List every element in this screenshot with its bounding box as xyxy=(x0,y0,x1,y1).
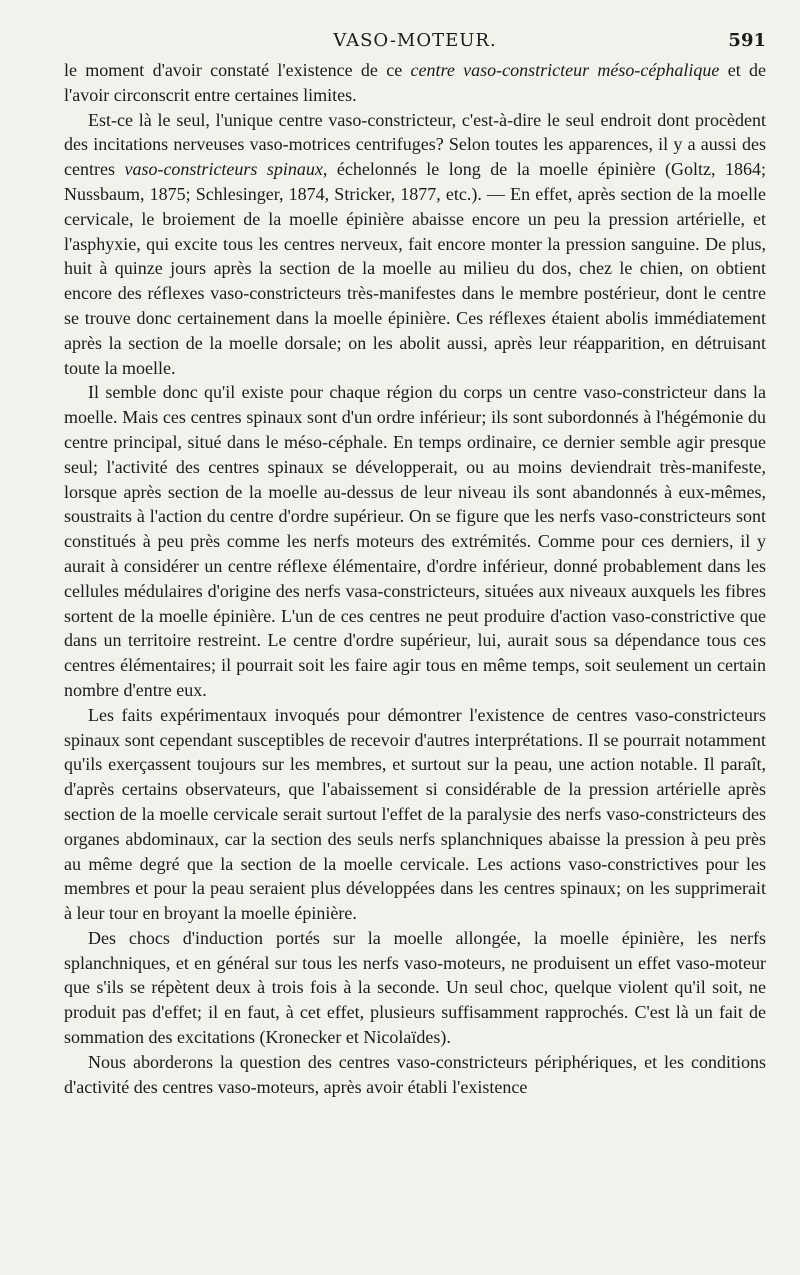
italic-term-centre-meso: centre vaso-constricteur méso-céphalique xyxy=(410,60,720,80)
italic-term-spinaux: vaso-constricteurs spinaux xyxy=(124,159,323,180)
paragraph-1: le moment d'avoir constaté l'existence de ce centre vaso-constricteur méso-céphalique et de l'avoir circonscrit entre certaines limites. xyxy=(64,60,766,105)
running-head xyxy=(64,0,766,58)
paragraph-4: Les faits expérimentaux invoqués pour démontrer l'existence de centres vaso-constricteurs spinaux sont cependant susceptibles de recevoir d'autres interprétations. Il se pourrait notamment qu'ils exerçassent toujours sur les membres, et surtout sur la peau, une action notable. Il paraît, d'après certains observateurs, que l'abaissement si considérable de la pression artérielle après section de la moelle cervicale serait surtout l'effet de la paralysie des nerfs vaso-constricteurs des organes abdominaux, car la section des seuls nerfs splanchniques abaisse la pression à peu près au même degré que la section de la moelle cervicale. Les actions vaso-constrictives pour les membres et pour la peau seraient plus développées dans les centres spinaux; on les supprimerait à leur tour en broyant la moelle épinière. xyxy=(64,704,766,924)
paragraph-6: Nous aborderons la question des centres vaso-constricteurs périphériques, et les conditions d'activité des centres vaso-moteurs, après avoir établi l'existence xyxy=(64,1051,766,1097)
paragraph-5: Des chocs d'induction portés sur la moelle allongée, la moelle épinière, les nerfs splanchniques, et en général sur tous les nerfs vaso-moteurs, ne produisent un effet vaso-moteur que s'ils se répètent deux à trois fois à la seconde. Un seul choc, quelque violent qu'il soit, ne produit pas d'effet; il en faut, à cet effet, plusieurs suffisamment rapprochés. C'est là un fait de sommation des excitations (Kronecker et Nicolaïdes). xyxy=(64,927,766,1048)
page-number: 591 xyxy=(728,30,766,51)
paragraph-2: Est-ce là le seul, l'unique centre vaso-constricteur, c'est-à-dire le seul endroit dont procèdent des incitations nerveuses vaso-motrices centrifuges? Selon toutes les apparences, il y a aussi des centres vaso-constricteurs spinaux, échelonnés le long de la moelle épinière (Goltz, 1864; Nussbaum, 1875; Schlesinger, 1874, Stricker, 1877, etc.). — En effet, après section de la moelle cervicale, le broiement de la moelle épinière abaisse encore un peu la pression artérielle, et l'asphyxie, qui excite tous les centres nerveux, fait encore monter la pression sanguine. De plus, huit à quinze jours après la section de la moelle au milieu du dos, chez le chien, on obtient encore des réflexes vaso-constricteurs très-manifestes dans le membre postérieur, dont le centre se trouve donc certainement dans la moelle épinière. Ces réflexes étaient abolis immédiatement après la section de la moelle dorsale; on les abolit aussi, après leur réapparition, en détruisant toute la moelle. xyxy=(64,109,767,378)
running-title: VASO-MOTEUR. xyxy=(333,30,497,51)
body-text xyxy=(64,58,766,1099)
paragraph-3: Il semble donc qu'il existe pour chaque région du corps un centre vaso-constricteur dans la moelle. Mais ces centres spinaux sont d'un ordre inférieur; ils sont subordonnés à l'hégémonie du centre principal, situé dans le méso-céphale. En temps ordinaire, ce dernier semble agir presque seul; l'activité des centres spinaux se développerait, ou au moins deviendrait très-manifeste, lorsque après section de la moelle au-dessus de leur niveau ils sont abandonnés à eux-mêmes, soustraits à l'action du centre d'ordre supérieur. On se figure que les nerfs vaso-constricteurs sont constitués à peu près comme les nerfs moteurs des extrémités. Comme pour ces derniers, il y aurait à considérer un centre réflexe élémentaire, d'ordre inférieur, donné probablement dans les cellules médulaires d'origine des nerfs vasa-constricteurs, situées aux niveaux auxquels les fibres sortent de la moelle épinière. L'un de ces centres ne peut produire d'action vaso-constrictive que dans un territoire restreint. Le centre d'ordre supérieur, lui, aurait sous sa dépendance tous ces centres élémentaires; il pourrait soit les faire agir tous en même temps, soit seulement un certain nombre d'entre eux. xyxy=(64,382,766,700)
